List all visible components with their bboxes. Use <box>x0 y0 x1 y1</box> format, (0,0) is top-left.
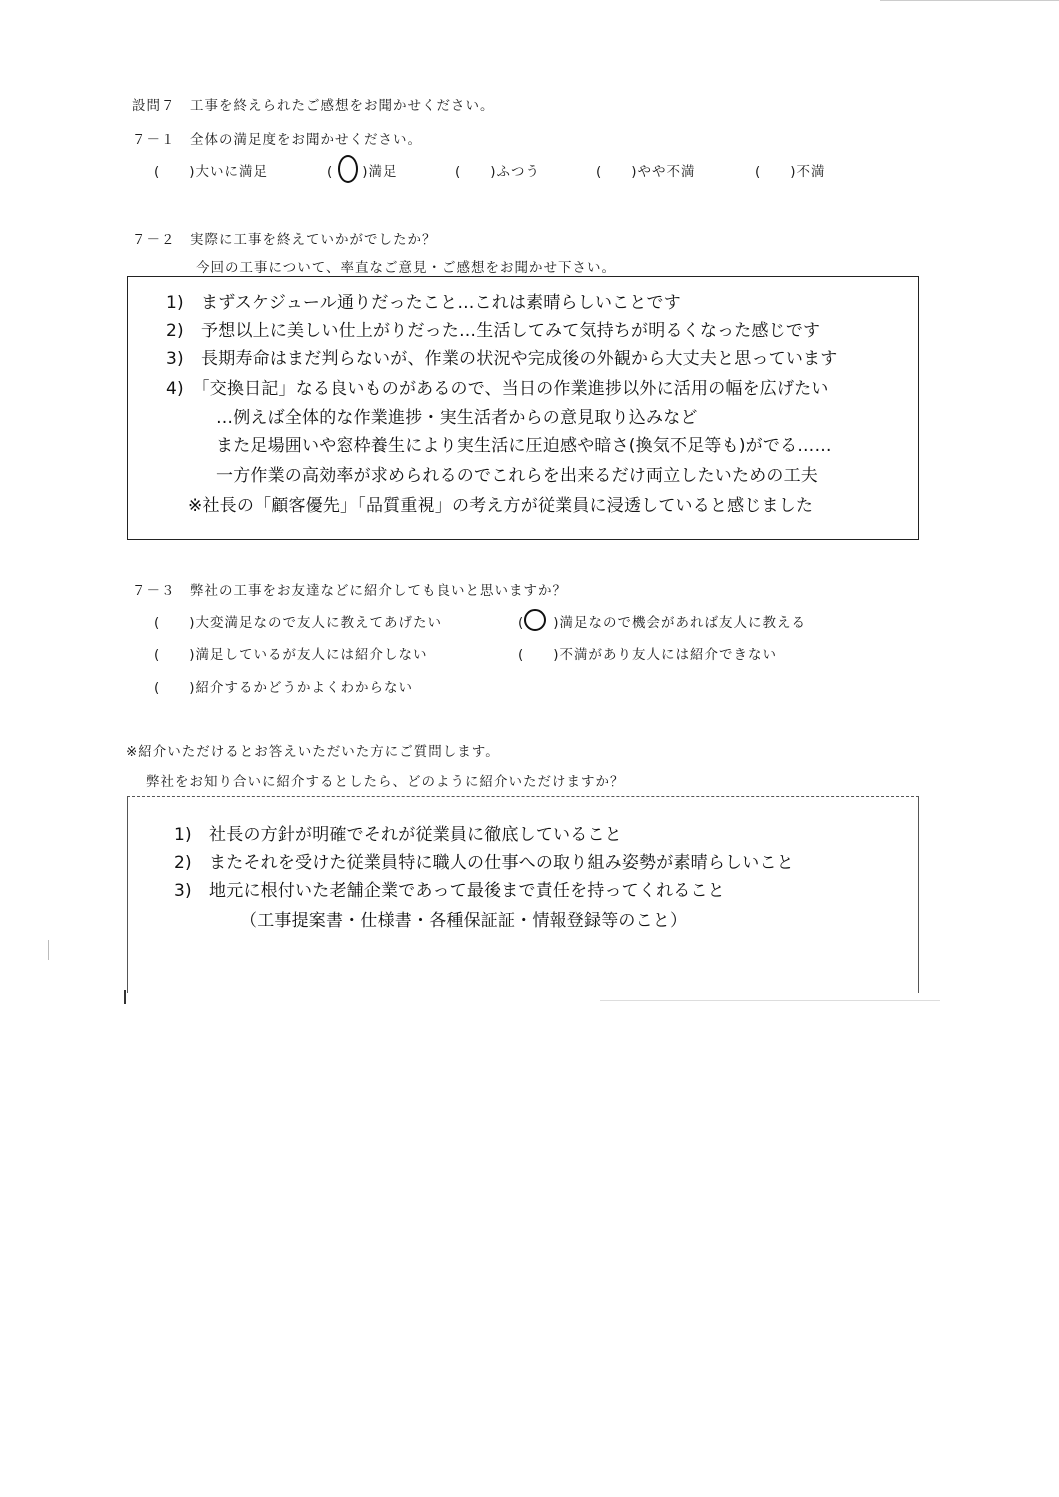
referral-answer-line-1: 1) 社長の方針が明確でそれが従業員に徹底していること <box>174 825 622 845</box>
answer-7-2-line-7: 一方作業の高効率が求められるのでこれらを出来るだけ両立したいための工夫 <box>216 466 818 486</box>
satisfaction-option-satisfied[interactable]: ( )満足 <box>327 164 398 180</box>
answer-7-2-line-8: ※社長の「顧客優先」「品質重視」の考え方が従業員に浸透していると感じました <box>188 496 814 516</box>
selected-circle-mark <box>524 609 546 631</box>
referral-option-satisfied-no-tell[interactable]: ( )満足しているが友人には紹介しない <box>154 647 428 663</box>
question-7-heading: 設問７ 工事を終えられたご感想をお聞かせください。 <box>132 98 495 114</box>
answer-7-2-line-3: 3) 長期寿命はまだ判らないが、作業の状況や完成後の外観から大丈夫と思っています <box>166 349 838 369</box>
referral-option-unsure[interactable]: ( )紹介するかどうかよくわからない <box>154 680 414 696</box>
referral-answer-line-2: 2) またそれを受けた従業員特に職人の仕事への取り組み姿勢が素晴らしいこと <box>174 853 794 873</box>
satisfaction-option-dissatisfied[interactable]: ( )不満 <box>755 164 826 180</box>
answer-7-2-line-4: 4) 「交換日記」なる良いものがあるので、当日の作業進捗以外に活用の幅を広げたい <box>166 379 829 399</box>
referral-option-dissatisfied-cannot[interactable]: ( )不満があり友人には紹介できない <box>518 647 778 663</box>
answer-7-2-line-1: 1) まずスケジュール通りだったこと…これは素晴らしいことです <box>166 293 681 313</box>
satisfaction-option-very-satisfied[interactable]: ( )大いに満足 <box>154 164 269 180</box>
referral-question: 弊社をお知り合いに紹介するとしたら、どのように紹介いただけますか？ <box>146 774 625 790</box>
scan-artifact <box>880 0 1059 1</box>
scan-artifact <box>124 990 126 1004</box>
satisfaction-option-neutral[interactable]: ( )ふつう <box>455 164 541 180</box>
answer-7-2-line-6: また足場囲いや窓枠養生により実生活に圧迫感や暗さ(換気不足等も)がでる…… <box>216 436 832 456</box>
referral-note: ※紹介いただけるとお答えいただいた方にご質問します。 <box>126 744 500 760</box>
referral-option-very-satisfied-tell[interactable]: ( )大変満足なので友人に教えてあげたい <box>154 615 443 631</box>
question-7-3-label: ７－３ 弊社の工事をお友達などに紹介しても良いと思いますか？ <box>132 583 567 599</box>
scan-artifact <box>48 940 49 960</box>
question-7-2-subtext: 今回の工事について、率直なご意見・ご感想をお聞かせ下さい。 <box>196 260 616 276</box>
referral-answer-line-3: 3) 地元に根付いた老舗企業であって最後まで責任を持ってくれること <box>174 881 725 901</box>
question-7-1-label: ７－１ 全体の満足度をお聞かせください。 <box>132 132 422 148</box>
satisfaction-option-somewhat-dissatisfied[interactable]: ( )やや不満 <box>596 164 696 180</box>
referral-option-satisfied-tell-if-chance[interactable]: ( )満足なので機会があれば友人に教える <box>518 615 807 631</box>
referral-answer-line-4: （工事提案書・仕様書・各種保証証・情報登録等のこと） <box>240 911 688 931</box>
selected-circle-mark <box>338 155 358 183</box>
answer-7-2-line-5: …例えば全体的な作業進捗・実生活者からの意見取り込みなど <box>216 408 698 428</box>
answer-7-2-line-2: 2) 予想以上に美しい仕上がりだった…生活してみて気持ちが明るくなった感じです <box>166 321 821 341</box>
question-7-2-label: ７－２ 実際に工事を終えていかがでしたか？ <box>132 232 437 248</box>
scan-artifact <box>600 1000 940 1001</box>
